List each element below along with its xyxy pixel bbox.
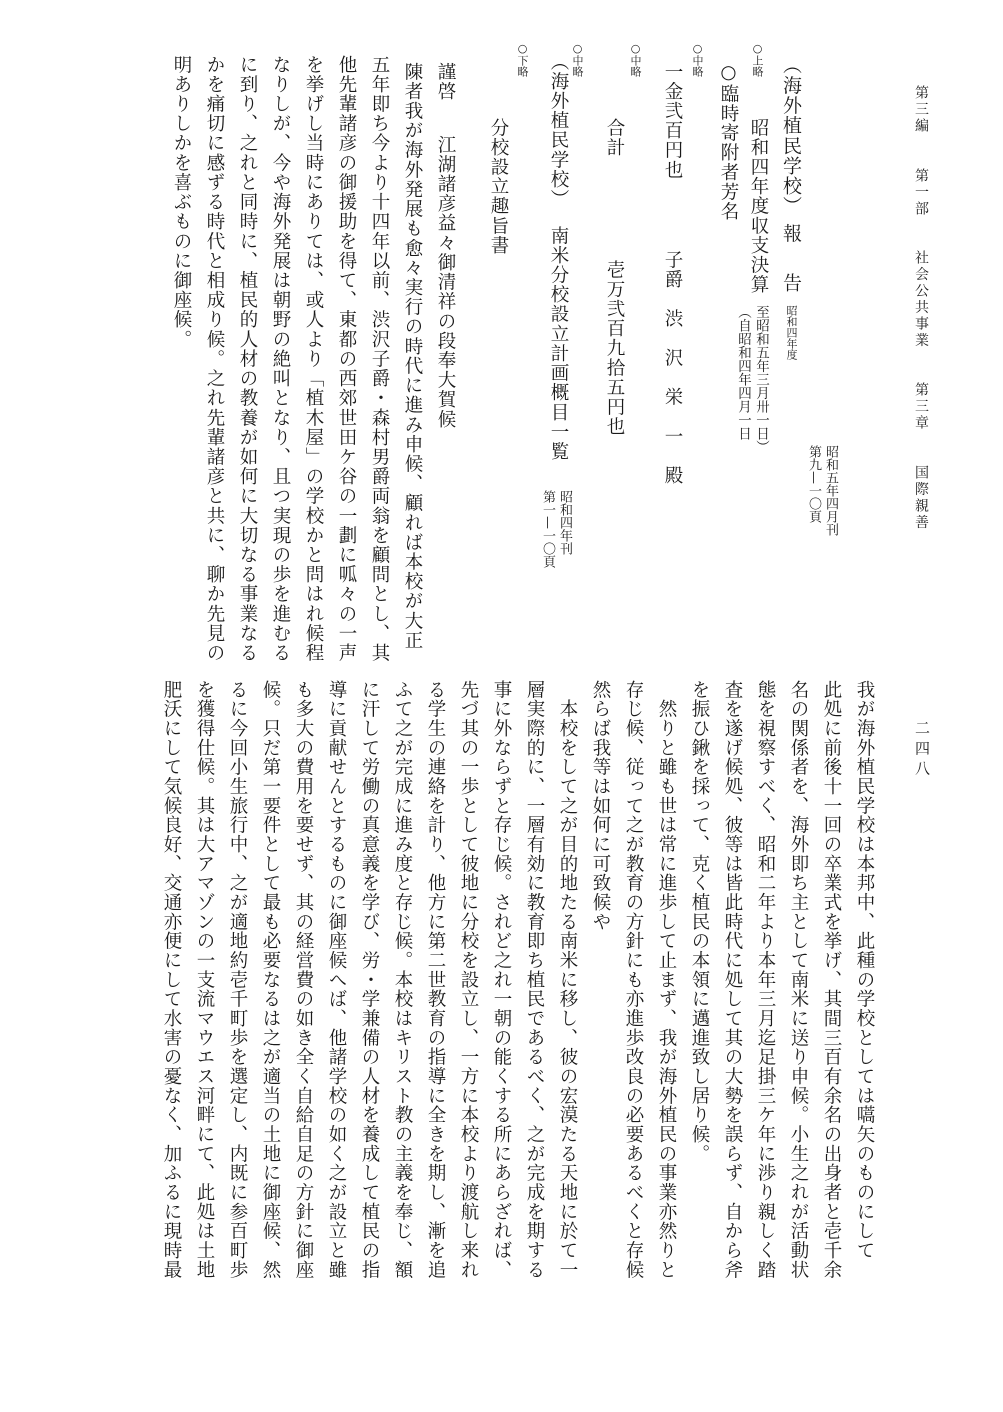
body-line: に汗して労働の真意義を学び、労・学兼備の人材を養成して植民の指 <box>359 680 380 1280</box>
body-line: 導に貢献せんとするものに御座候へば、他諸学校の如く之が設立と雖 <box>326 680 347 1280</box>
prospectus-body-line: 五年即ち今より十四年以前、渋沢子爵・森村男爵両翁を顧問とし、其 <box>369 55 390 663</box>
prospectus-body-line: 明ありしかを喜ぶものに御座候。 <box>171 55 192 350</box>
body-line: ふて之が完成に進み度と存じ候。本校はキリスト教の主義を奉じ、額 <box>392 680 413 1280</box>
greeting-text: 江湖諸彦益々御清祥の段奉大賀候 <box>435 135 456 430</box>
total-label: 合計 <box>604 118 625 158</box>
page-number: 二四八 <box>913 720 931 781</box>
body-line: 此処に前後十一回の卒業式を挙げ、其間三百有余名の出身者と壱千余 <box>821 680 842 1280</box>
body-line: を振ひ鍬を採って、克く植民の本領に邁進致し居り候。 <box>689 680 710 1164</box>
greeting-opening: 謹啓 <box>435 62 456 102</box>
body-line: 名の関係者を、海外即ち主として南米に送り申候。小生之れが活動状 <box>788 680 809 1280</box>
prospectus-body-line: 他先輩諸彦の御援助を得て、東都の西郊世田ケ谷の一劃に呱々の一声 <box>336 55 357 663</box>
running-header <box>911 85 931 531</box>
body-line: 先づ其の一歩として彼地に分校を設立し、一方に本校より渡航し来れ <box>458 680 479 1280</box>
body-line: るに今回小生旅行中、之が適地約壱千町歩を選定し、内既に参百町歩 <box>227 680 248 1280</box>
donors-heading: ○臨時寄附者芳名 <box>718 62 739 222</box>
plan-source-note-2: 昭和四年刊 <box>557 490 572 555</box>
header-part: 第三編 <box>913 85 929 135</box>
body-line: を獲得仕候。其は大アマゾンの一支流マウエス河畔にて、此処は土地 <box>194 680 215 1280</box>
body-line: 査を遂げ候処、彼等は皆此時代に処して其の大勢を誤らず、自から斧 <box>722 680 743 1280</box>
prospectus-title: 分校設立趣旨書 <box>488 118 509 256</box>
settlement-title: 昭和四年度収支決算 <box>748 118 769 295</box>
donor-name: 子爵 渋 沢 栄 一 殿 <box>662 250 683 486</box>
report-source-note-1: 第九—一〇頁 <box>806 445 821 523</box>
body-line: 存じ候、従って之が教育の方針にも亦進歩改良の必要あるべくと存候 <box>623 680 644 1280</box>
prospectus-body-line: なりしが、今や海外発展は朝野の絶叫となり、且つ実現の歩を進むる <box>270 55 291 663</box>
body-line: 肥沃にして気候良好、交通亦便にして水害の憂なく、加ふるに現時最 <box>161 680 182 1280</box>
report-year: 昭和四年度 <box>785 304 798 360</box>
prospectus-body-line: に到り、之れと同時に、植民的人材の教養が如何に大切なる事業なる <box>237 55 258 663</box>
prospectus-body-line: かを痛切に感ずる時代と相成り候。之れ先輩諸彦と共に、聊か先見の <box>204 55 225 663</box>
report-source-note-2: 昭和五年四月刊 <box>823 445 838 536</box>
body-line: る学生の連絡を計り、他方に第二世教育の指導に全きを期し、漸を追 <box>425 680 446 1280</box>
body-line: 本校をして之が目的地たる南米に移し、彼の宏漠たる天地に於て一 <box>557 680 578 1280</box>
omission-mark: ○中略 <box>629 42 642 77</box>
header-section: 第一部 <box>913 167 929 218</box>
omission-mark: ○上略 <box>751 42 764 77</box>
prospectus-body-line: 陳者我が海外発展も愈々実行の時代に進み申候、顧れば本校が大正 <box>402 62 423 651</box>
plan-title: 南米分校設立計画概目一覧 <box>548 225 569 462</box>
omission-mark: ○中略 <box>571 42 584 77</box>
prospectus-body-line: を挙げし当時にありては、或人より「植木屋」の学校かと問はれ候程 <box>303 55 324 663</box>
report-title: 報 告 <box>780 223 802 298</box>
plan-source-note-1: 第一—一〇頁 <box>540 490 555 568</box>
report-heading <box>778 55 805 360</box>
plan-organization: （海外植民学校） <box>548 52 569 209</box>
body-line: 事に外ならずと存じ候。されど之れ一朝の能くする所にあらざれば、 <box>491 680 512 1280</box>
body-line: 然らば我等は如何に可致候や <box>590 680 611 932</box>
settlement-period-line-2: 至昭和五年三月卅一日） <box>753 305 769 454</box>
body-line: 候。只だ第一要件として最も必要なるは之が適当の土地に御座候、然 <box>260 680 281 1280</box>
body-line: も多大の費用を要せず、其の経営費の如き全く自給自足の方針に御座 <box>293 680 314 1280</box>
report-organization: （海外植民学校） <box>780 55 802 217</box>
plan-heading <box>545 52 571 461</box>
body-line: 我が海外植民学校は本邦中、此種の学校としては嚆矢のものにして <box>854 680 875 1260</box>
header-chapter-title: 国際親善 <box>913 464 929 531</box>
donation-amount: 一金弐百円也 <box>662 62 683 180</box>
body-line: 態を視察すべく、昭和二年より本年三月迄足掛三ケ年に渉り親しく踏 <box>755 680 776 1280</box>
omission-mark: ○下略 <box>516 42 529 77</box>
settlement-period-line-1: （自昭和四年四月一日 <box>735 305 751 440</box>
header-chapter: 第三章 <box>913 382 929 432</box>
omission-mark: ○中略 <box>691 42 704 77</box>
body-line: 然りと雖も世は常に進歩して止まず、我が海外植民の事業亦然りと <box>656 680 677 1280</box>
body-line: 層実際的に、一層有効に教育即ち植民であるべく、之が完成を期する <box>524 680 545 1280</box>
total-amount: 壱万弐百九拾五円也 <box>604 260 625 437</box>
header-section-title: 社会公共事業 <box>913 250 929 350</box>
